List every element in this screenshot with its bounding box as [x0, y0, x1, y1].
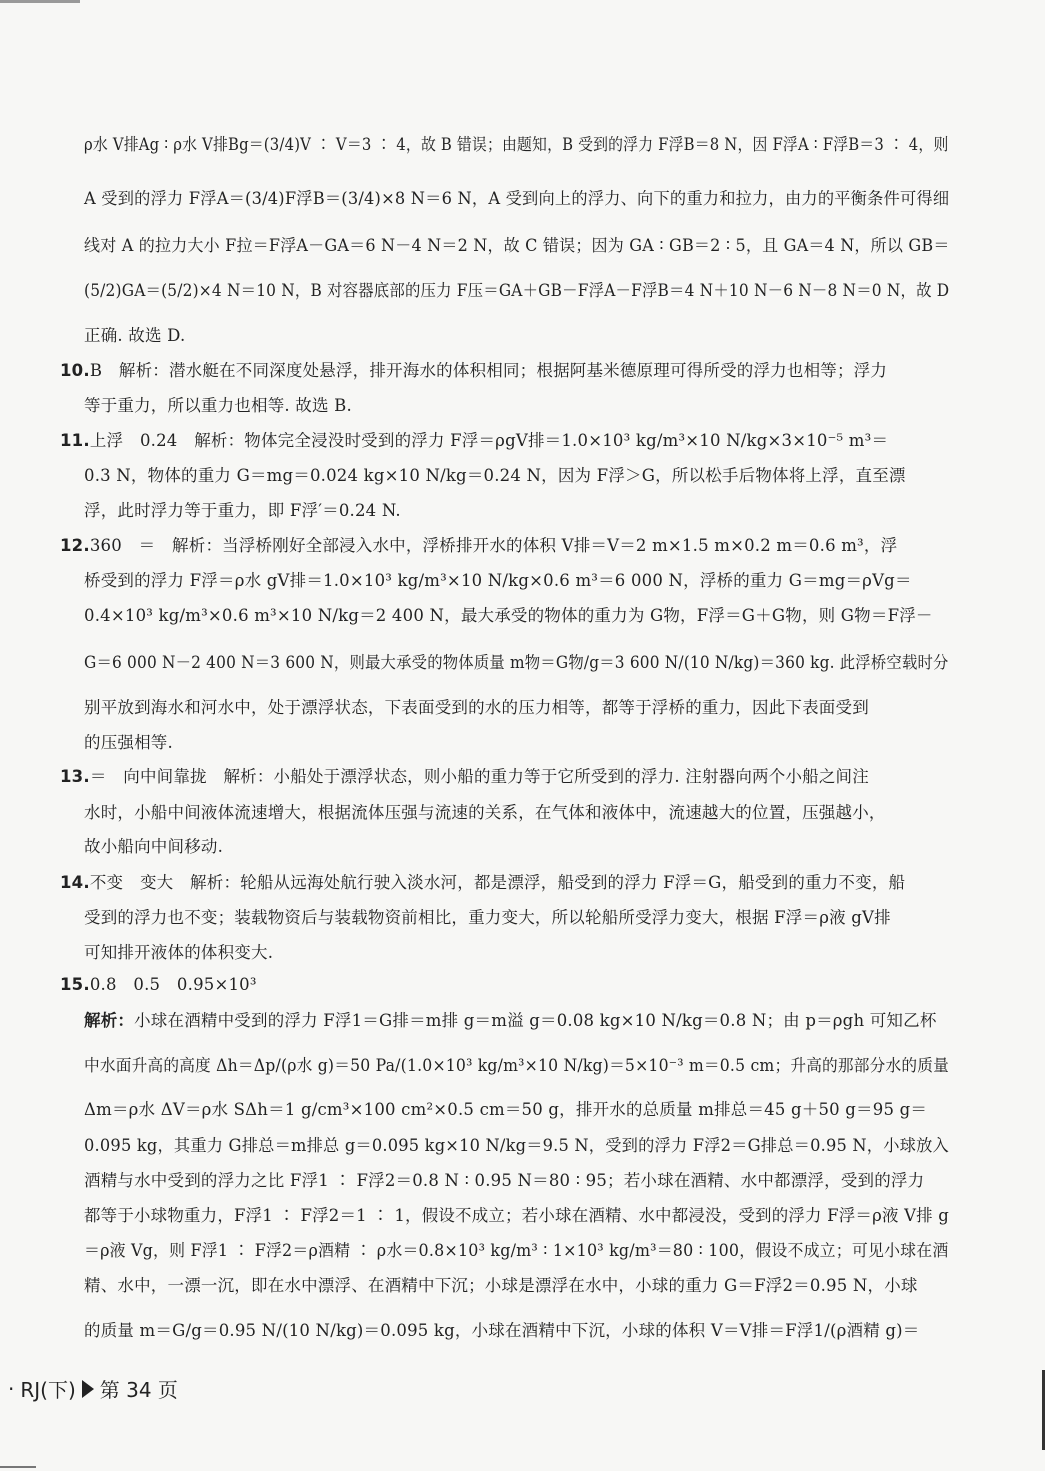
text-line: [84, 907, 949, 929]
line-text: ρ水 V排Ag ∶ ρ水 V排Bg＝(3/4)V ∶ V＝3 ∶ 4，故 B 错误；由题知，B 受到的浮力 F浮B＝8 N，因 F浮A ∶ F浮B＝3 ∶ 4，则: [84, 135, 949, 154]
line-text: G＝6 000 N－2 400 N＝3 600 N，则最大承受的物体质量 m物＝G物/g＝3 600 N/(10 N/kg)＝360 kg. 此浮桥空载时分: [84, 653, 949, 672]
answer: 0.8 0.5 0.95×10³: [89, 975, 274, 994]
line-text: A 受到的浮力 F浮A＝(3/4)F浮B＝(3/4)×8 N＝6 N，A 受到向上的浮力、向下的重力和拉力，由力的平衡条件可得细: [84, 189, 950, 208]
answer: ＝ 向中间靠拢: [89, 767, 224, 786]
question-number: 12.: [60, 536, 90, 555]
text-line: [84, 465, 949, 487]
bottom-rule: [0, 1466, 36, 1468]
footer-bullet: ·: [8, 1376, 15, 1401]
text-line: [84, 325, 949, 347]
answer: 360 ＝: [89, 536, 173, 555]
text-line: [60, 766, 950, 788]
line-text: 解析：潜水艇在不同深度处悬浮，排开海水的体积相同；根据阿基米德原理可得所受的浮力也相等；浮力: [118, 361, 888, 380]
line-text: 桥受到的浮力 F浮＝ρ水 gV排＝1.0×10³ kg/m³×10 N/kg×0.6 m³＝6 000 N，浮桥的重力 G＝mg＝ρVg＝: [84, 571, 912, 590]
line-text: 故小船向中间移动.: [84, 837, 224, 856]
line-text: 的质量 m＝G/g＝0.95 N/(10 N/kg)＝0.095 kg，小球在酒精中下沉，小球的体积 V＝V排＝F浮1/(ρ酒精 g)＝: [84, 1321, 920, 1340]
text-line: [60, 872, 950, 894]
page-footer: [8, 1374, 178, 1403]
text-line: [84, 1240, 949, 1262]
text-line: [84, 836, 949, 858]
text-line: [84, 1275, 949, 1297]
analysis-label: 解析：: [84, 1011, 135, 1030]
line-text: 浮，此时浮力等于重力，即 F浮′＝0.24 N.: [84, 501, 401, 520]
line-text: 正确. 故选 D.: [84, 326, 186, 345]
line-text: ＝ρ液 Vg，则 F浮1 ∶ F浮2＝ρ酒精 ∶ ρ水＝0.8×10³ kg/m³ ∶ 1×10³ kg/m³＝80 ∶ 100，假设不成立；可见小球在酒: [84, 1241, 949, 1260]
answer: 不变 变大: [89, 873, 191, 892]
line-text: 线对 A 的拉力大小 F拉＝F浮A－GA＝6 N－4 N＝2 N，故 C 错误；因为 GA ∶ GB＝2 ∶ 5，且 GA＝4 N，所以 GB＝: [84, 236, 950, 255]
text-line: [84, 942, 949, 964]
text-line: [84, 500, 949, 522]
text-line: [60, 430, 950, 452]
text-line: [84, 1099, 949, 1121]
line-text: Δm＝ρ水 ΔV＝ρ水 SΔh＝1 g/cm³×100 cm²×0.5 cm＝50 g，排开水的总质量 m排总＝45 g＋50 g＝95 g＝: [84, 1100, 928, 1119]
line-text: 解析：物体完全浸没时受到的浮力 F浮＝ρgV排＝1.0×10³ kg/m³×10 N/kg×3×10⁻⁵ m³＝: [194, 431, 889, 450]
text-line: [84, 652, 949, 674]
text-line: [84, 1320, 949, 1342]
question-number: 10.: [60, 361, 90, 380]
text-line: [84, 235, 950, 257]
text-line: [60, 974, 950, 996]
line-text: (5/2)GA＝(5/2)×4 N＝10 N，B 对容器底部的压力 F压＝GA＋GB－F浮A－F浮B＝4 N＋10 N－6 N－8 N＝0 N，故 D: [84, 281, 950, 300]
top-rule: [0, 0, 80, 3]
text-line: [84, 802, 949, 824]
line-text: 酒精与水中受到的浮力之比 F浮1 ∶ F浮2＝0.8 N ∶ 0.95 N＝80 ∶ 95；若小球在酒精、水中都漂浮，受到的浮力: [84, 1171, 925, 1190]
line-text: 小球在酒精中受到的浮力 F浮1＝G排＝m排 g＝m溢 g＝0.08 kg×10 N/kg＝0.8 N；由 p＝ρgh 可知乙杯: [134, 1011, 937, 1030]
text-line: [84, 1010, 949, 1032]
triangle-icon: [82, 1380, 94, 1398]
text-line: [84, 395, 949, 417]
text-line: [60, 535, 950, 557]
text-line: [60, 360, 950, 382]
question-number: 11.: [60, 431, 90, 450]
text-line: [84, 1135, 949, 1157]
line-text: 别平放到海水和河水中，处于漂浮状态，下表面受到的水的压力相等，都等于浮桥的重力，因此下表面受到: [84, 698, 869, 717]
footer-series: RJ(下): [20, 1378, 76, 1402]
text-line: [84, 605, 949, 627]
line-text: 解析：小船处于漂浮状态，则小船的重力等于它所受到的浮力. 注射器向两个小船之间注: [223, 767, 869, 786]
line-text: 受到的浮力也不变；装载物资后与装载物资前相比，重力变大，所以轮船所受浮力变大，根据 F浮＝ρ液 gV排: [84, 908, 891, 927]
text-line: [84, 1055, 949, 1077]
question-number: 14.: [60, 873, 90, 892]
text-line: [84, 188, 950, 210]
footer-page-number: 第 34 页: [99, 1378, 178, 1402]
text-line: [84, 1170, 949, 1192]
line-text: 水时，小船中间液体流速增大，根据流体压强与流速的关系，在气体和液体中，流速越大的位置，压强越小，: [84, 803, 886, 822]
text-line: [84, 280, 950, 302]
text-line: [84, 570, 949, 592]
answer: B: [89, 361, 119, 380]
line-text: 0.4×10³ kg/m³×0.6 m³×10 N/kg＝2 400 N，最大承受的物体的重力为 G物，F浮＝G＋G物，则 G物＝F浮－: [84, 606, 933, 625]
line-text: 都等于小球物重力，F浮1 ∶ F浮2＝1 ∶ 1，假设不成立；若小球在酒精、水中都浸没，受到的浮力 F浮＝ρ液 V排 g: [84, 1206, 950, 1225]
question-number: 13.: [60, 767, 90, 786]
line-text: 0.095 kg，其重力 G排总＝m排总 g＝0.095 kg×10 N/kg＝9.5 N，受到的浮力 F浮2＝G排总＝0.95 N，小球放入: [84, 1136, 949, 1155]
answer: 上浮 0.24: [89, 431, 195, 450]
line-text: 中水面升高的高度 Δh＝Δp/(ρ水 g)＝50 Pa/(1.0×10³ kg/m³×10 N/kg)＝5×10⁻³ m＝0.5 cm；升高的那部分水的质量: [84, 1056, 949, 1075]
line-text: 解析：轮船从远海处航行驶入淡水河，都是漂浮，船受到的浮力 F浮＝G，船受到的重力不变，船: [190, 873, 906, 892]
line-text: 的压强相等.: [84, 733, 173, 752]
line-text: 等于重力，所以重力也相等. 故选 B.: [84, 396, 352, 415]
line-text: 精、水中，一漂一沉，即在水中漂浮、在酒精中下沉；小球是漂浮在水中，小球的重力 G＝F浮2＝0.95 N，小球: [84, 1276, 918, 1295]
line-text: 解析：当浮桥刚好全部浸入水中，浮桥排开水的体积 V排＝V＝2 m×1.5 m×0.2 m＝0.6 m³，浮: [172, 536, 898, 555]
line-text: 可知排开液体的体积变大.: [84, 943, 274, 962]
line-text: 0.3 N，物体的重力 G＝mg＝0.024 kg×10 N/kg＝0.24 N，因为 F浮＞G，所以松手后物体将上浮，直至漂: [84, 466, 906, 485]
text-line: [84, 1205, 950, 1227]
text-line: [84, 697, 949, 719]
text-line: [84, 732, 949, 754]
question-number: 15.: [60, 975, 90, 994]
text-line: [84, 134, 949, 156]
